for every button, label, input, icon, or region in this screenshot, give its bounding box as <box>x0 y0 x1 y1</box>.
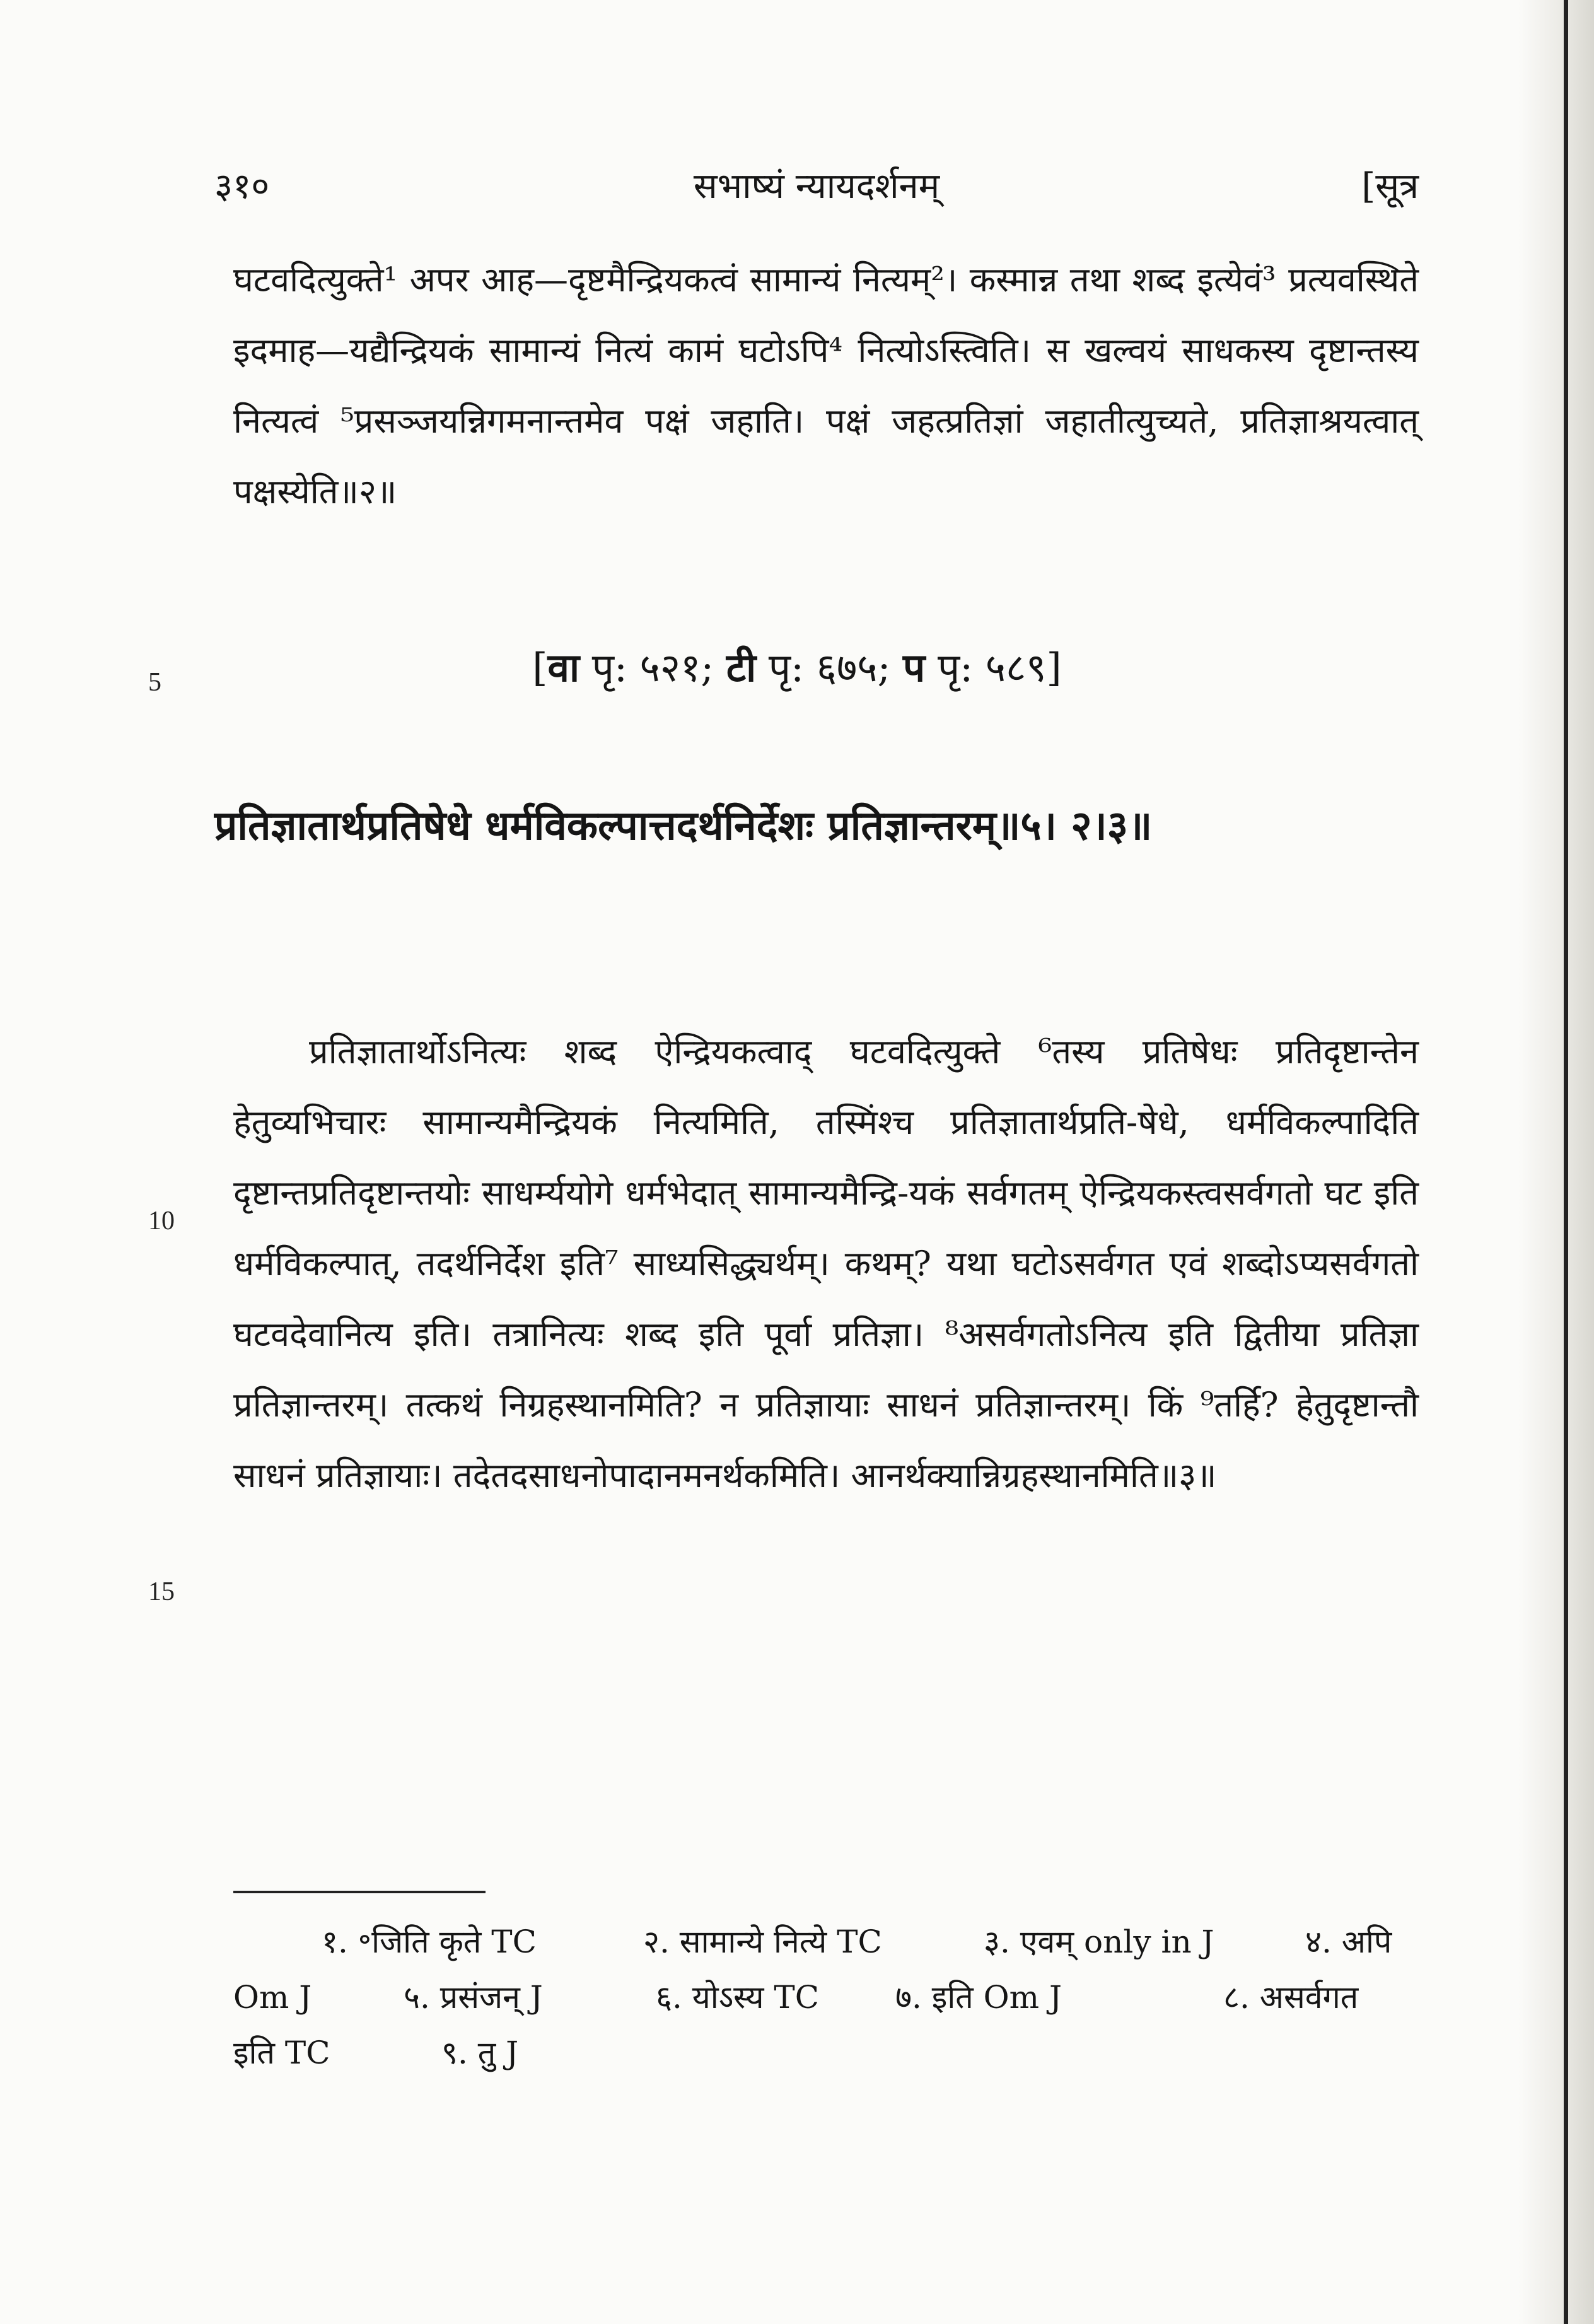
footnote-line <box>233 2025 1419 2081</box>
ref-open: [ <box>532 645 548 691</box>
reference-citation <box>0 640 1594 693</box>
ref-ti-page: पृ: ६७५; <box>768 645 891 691</box>
footnote: ५. प्रसंजन् J <box>404 1979 543 2016</box>
footnote: ९. तु J <box>441 2035 519 2071</box>
footnote: Om J <box>233 1979 312 2016</box>
ref-va-page: पृ: ५२१; <box>591 645 714 691</box>
running-title: सभाष्यं न्यायदर्शनम् <box>693 166 940 207</box>
footnote: इति TC <box>233 2035 330 2071</box>
commentary-paragraph-1: घटवदित्युक्ते¹ अपर आह—दृष्टमैन्द्रियकत्वं सामान्यं नित्यम्²। कस्मान्न तथा शब्द इत्येवं³ प्रत्यवस्थिते इदमाह—यद्यैन्द्रियकं सामान्यं नित्यं कामं घटोऽपि⁴ नित्योऽस्त्विति। स खल्वयं साधकस्य दृष्टान्तस्य नित्यत्वं ⁵प्रसञ्जयन्निगमनान्तमेव पक्षं जहाति। पक्षं जहत्प्रतिज्ञां जहातीत्युच्यते, प्रतिज्ञाश्रयत्वात् पक्षस्येति॥२॥ <box>233 260 1419 511</box>
footnote: ४. अपि <box>1305 1924 1392 1960</box>
footnote: ८. असर्वगत <box>1223 1979 1359 2016</box>
line-number: 15 <box>148 1577 175 1606</box>
section-marker: [सूत्र <box>1361 166 1419 207</box>
sutra-text: प्रतिज्ञातार्थप्रतिषेधे धर्मविकल्पात्तदर्थनिर्देशः प्रतिज्ञान्तरम्॥५। २।३॥ <box>214 802 1153 850</box>
footnote-line <box>233 1970 1419 2025</box>
line-number: 5 <box>148 668 161 697</box>
footnote-rule <box>233 1891 486 1893</box>
page-header <box>214 161 1419 218</box>
ref-ti: टी <box>726 645 757 691</box>
commentary-paragraph-2: प्रतिज्ञातार्थोऽनित्यः शब्द ऐन्द्रियकत्वाद् घटवदित्युक्ते ⁶तस्य प्रतिषेधः प्रतिदृष्टान्तेन हेतुव्यभिचारः सामान्यमैन्द्रियकं नित्यमिति, तस्मिंश्च प्रतिज्ञातार्थप्रति-षेधे, धर्मविकल्पादिति दृष्टान्तप्रतिदृष्टान्तयोः साधर्म्ययोगे धर्मभेदात् सामान्यमैन्द्रि-यकं सर्वगतम् ऐन्द्रियकस्त्वसर्वगतो घट इति धर्मविकल्पात्, तदर्थनिर्देश इति⁷ साध्यसिद्ध्यर्थम्। कथम्? यथा घटोऽसर्वगत एवं शब्दोऽप्यसर्वगतो घटवदेवानित्य इति। तत्रानित्यः शब्द इति पूर्वा प्रतिज्ञा। ⁸असर्वगतोऽनित्य इति द्वितीया प्रतिज्ञा प्रतिज्ञान्तरम्। तत्कथं निग्रहस्थानमिति? न प्रतिज्ञायाः साधनं प्रतिज्ञान्तरम्। किं ⁹तर्हि? हेतुदृष्टान्तौ साधनं प्रतिज्ञायाः। तदेतदसाधनोपादानमनर्थकमिति। आनर्थक्यान्निग्रहस्थानमिति॥३॥ <box>233 1032 1419 1495</box>
footnote-line <box>233 1914 1419 1970</box>
footnote: २. सामान्ये नित्ये TC <box>643 1924 882 1960</box>
footnote: ७. इति Om J <box>895 1979 1062 2016</box>
ref-pa-page: पृ: ५८९] <box>937 645 1062 691</box>
footnote: ३. एवम् only in J <box>984 1924 1214 1960</box>
line-number: 10 <box>148 1206 175 1235</box>
footnotes <box>233 1914 1419 2081</box>
footnote: ६. योऽस्य TC <box>656 1979 820 2016</box>
page-number: ३१० <box>214 166 270 207</box>
ref-va: वा <box>547 645 580 691</box>
ref-pa: प <box>903 645 926 691</box>
footnote: १. ॰जिति कृते TC <box>322 1924 537 1960</box>
